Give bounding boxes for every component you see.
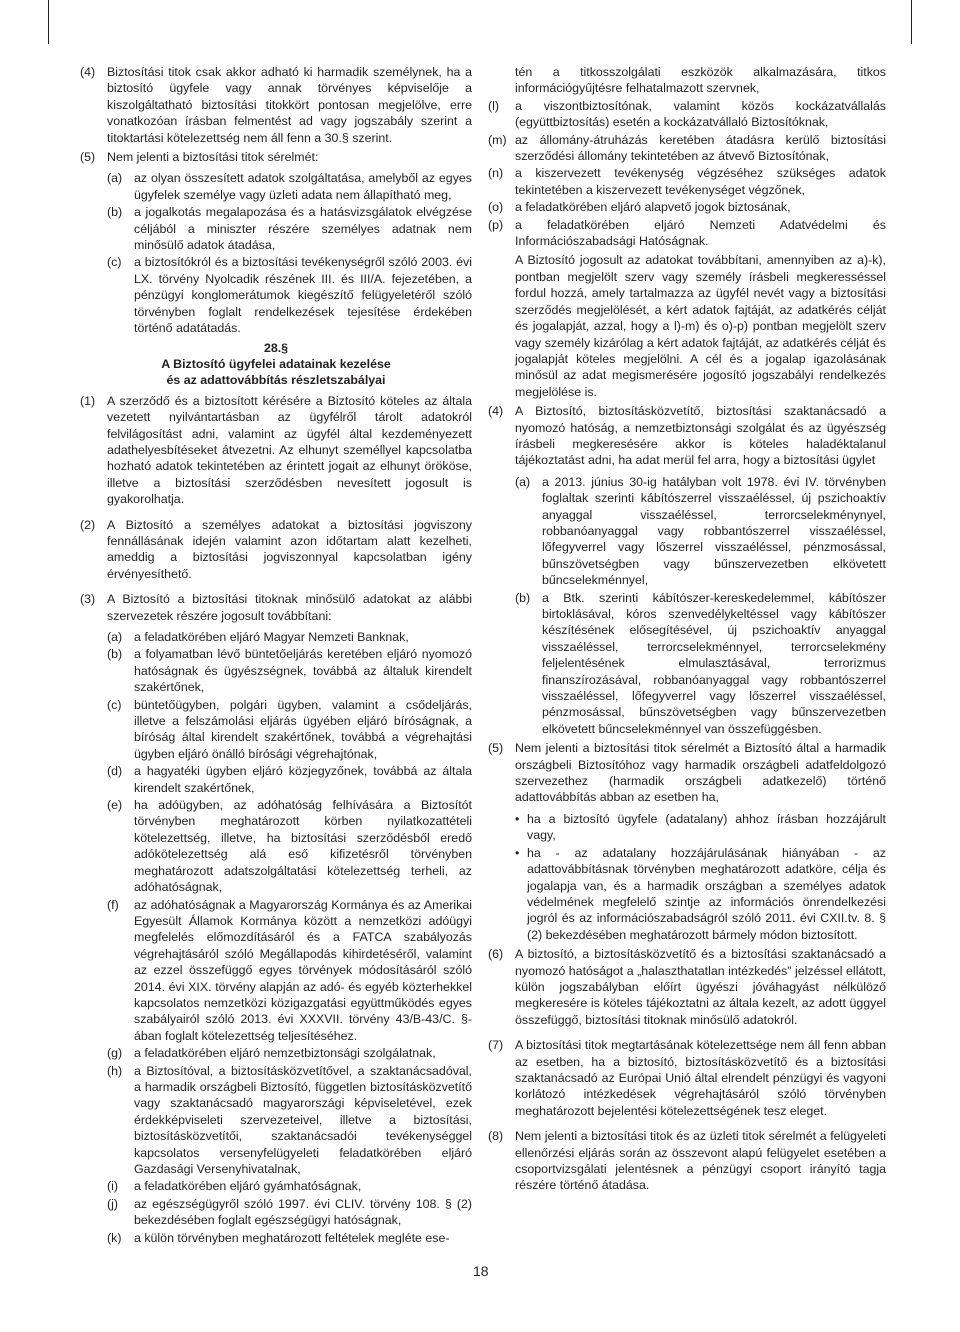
- list-item: [107, 204, 472, 253]
- item-label: (d): [107, 764, 123, 779]
- left-column: [80, 64, 472, 1249]
- paragraph-intro: A Biztosító, biztosításközvetítő, biztosítási szaktanácsadó a nyomozó hatóság, a nemzetbiztonsági szolgálat és az ügyészség írásbeli megkeresésére akkor is köteles haladéktalanul tájékoztatást adni, ha adat merül fel arra, hogy a biztosítási ügylet: [515, 404, 886, 468]
- list-item: [107, 170, 472, 203]
- paragraph-text: Biztosítási titok csak akkor adható ki harmadik személynek, ha a biztosító ügyfele vagy annak törvényes képviselője a kiszolgáltatható biztosítási titokkört pontosan megjelölve, erre vonatkozóan írásban felmentést ad vagy jogszabály szerint a titoktartási kötelezettség nem áll fenn a 30.§ szerint.: [107, 65, 472, 145]
- item-label: (f): [107, 897, 119, 912]
- bullet-text: ha a biztosító ügyfele (adatalany) ahhoz írásban hozzájárult vagy,: [527, 811, 886, 843]
- item-text: a Btk. szerinti kábítószer-kereskedelemmel, kábítószer birtoklásával, kóros szenvedélykeltéssel vagy kábítószer készítésének elősegítésével, új pszichoaktív anyaggal visszaéléssel, terrorcselekménnyel, terrorcselekmény feljelentésének elmulasztásával, terrorizmus finanszírozásával, robbanóanyaggal vagy robbantószerrel visszaéléssel, lőfegyverrel vagy lőszerrel visszaéléssel, pénzmosással, bűnszövetségben vagy bűnszervezetben elkövetett bűncselekménnyel van összefüggésben.: [542, 590, 886, 736]
- paragraph-3: [80, 591, 472, 1246]
- paragraph-number: (3): [80, 592, 96, 607]
- item-text: a feladatkörében eljáró alapvető jogok biztosának,: [515, 200, 791, 215]
- paragraph-4: [488, 403, 886, 737]
- bullet-item: [515, 811, 886, 844]
- paragraph-number: (2): [80, 517, 96, 532]
- item-list: [515, 474, 886, 738]
- bullet-icon: •: [515, 845, 520, 860]
- bullet-text: ha - az adatalany hozzájárulásának hiányában - az adattovábbításnak törvényben meghatározott adatköre, célja és jogalapja van, és a harmadik országban a személyes adatok védelmének megfelelő szintje az információs önrendelkezési jogról és az információszabadságról szóló 2011. évi CXII.tv. 8. § (2) bekezdésében meghatározott bármely módon biztosított.: [527, 845, 886, 942]
- item-label: (c): [107, 697, 122, 712]
- paragraph-text: Nem jelenti a biztosítási titok és az üzleti titok sérelmét a felügyeleti ellenőrzési eljárás során az összevont alapú felügyelet esetében a csoportvizsgálati jelentésnek a pénzügyi csoport irányító tagja részére történő átadása.: [515, 1129, 886, 1193]
- crop-mark-left: [48, 0, 49, 44]
- item-label: (e): [107, 798, 123, 813]
- paragraph-number: (8): [488, 1129, 504, 1144]
- list-item: [107, 1063, 472, 1178]
- paragraph-4: [80, 64, 472, 146]
- item-label: (k): [107, 1230, 122, 1245]
- item-text: a feladatkörében eljáró Nemzeti Adatvédelmi és Információszabadsági Hatóságnak.: [515, 217, 886, 249]
- item-label: (b): [107, 205, 123, 220]
- paragraph-5: [80, 149, 472, 336]
- item-text: a jogalkotás megalapozása és a hatásvizsgálatok elvégzése céljából a miniszter részére személyes adatnak nem minősülő adatok átadása,: [134, 205, 472, 253]
- item-text: a 2013. június 30-ig hatályban volt 1978. évi IV. törvényben foglaltak szerinti kábítószerrel visszaéléssel, új pszichoaktív anyaggal visszaéléssel, terrorcselekménynyel, robbanóanyaggal vagy robbantószerrel visszaéléssel, lőfegyverrel vagy lőszerrel visszaéléssel, pénzmosással, bűnszövetségben vagy bűnszervezetben elkövetett bűncselekménnyel,: [542, 474, 886, 588]
- crop-mark-right: [911, 0, 912, 44]
- paragraph-6: [488, 946, 886, 1028]
- item-label: (o): [488, 200, 504, 215]
- paragraph-5: [488, 740, 886, 943]
- list-item: [488, 132, 886, 165]
- item-label: (l): [488, 98, 500, 113]
- item-text: az adóhatóságnak a Magyarország Kormánya és az Amerikai Egyesült Államok Kormánya között a nemzetközi adóügyi megfelelés előmozdításáról és a FATCA szabályozás végrehajtásáról szóló Megállapodás kihirdetéséről, valamint az ezzel összefüggő egyes törvények módosításáról szóló 2014. évi XIX. törvény alapján az adó- és egyéb közterhekkel kapcsolatos nemzetközi közigazgatási együttműködés egyes szabályairól szóló 2013. évi XXXVII. törvény 43/B-43/C. §-ában foglalt kötelezettség teljesítéséhez.: [134, 897, 472, 1043]
- paragraph-number: (4): [80, 65, 96, 79]
- item-label: (m): [488, 132, 507, 147]
- paragraph-7: [488, 1037, 886, 1119]
- paragraph-intro: Nem jelenti a biztosítási titok sérelmét:: [107, 150, 319, 165]
- item-text: a hagyatéki ügyben eljáró közjegyzőnek, továbbá az általa kirendelt szakértőnek,: [134, 764, 472, 795]
- list-item: [107, 797, 472, 895]
- item-text: a kiszervezett tevékenység végzéséhez szükséges adatok tekintetében a kiszervezett tevékenységet végzőnek,: [515, 166, 886, 197]
- item-text: ha adóügyben, az adóhatóság felhívására a Biztosítót törvényben meghatározott körben nyilatkozattételi kötelezettség, illetve, ha biztosítási szerződésből eredő adókötelezettség alá eső kifizetésről törvényben meghatározott adatszolgáltatási kötelezettség terheli, az adóhatóságnak,: [134, 798, 472, 895]
- list-item: [107, 1178, 472, 1194]
- list-item: [107, 254, 472, 336]
- list-item: [515, 590, 886, 738]
- item-label: (c): [107, 255, 122, 270]
- item-label: (n): [488, 166, 504, 181]
- paragraph-1: [80, 393, 472, 508]
- item-label: (h): [107, 1063, 123, 1078]
- item-text: a Biztosítóval, a biztosításközvetítővel, a szaktanácsadóval, a harmadik országbeli Biztosító, független biztosításközvetítő vagy szaktanácsadó magyarországi képviseletével, ezek érdekképviseleti szervezeteivel, illetve a biztosítási, biztosításközvetítői, szaktanácsadói tevékenységgel kapcsolatos versenyfelügyeleti feladatkörében eljáró Gazdasági Versenyhivatalnak,: [134, 1063, 472, 1176]
- paragraph-8: [488, 1128, 886, 1194]
- item-text: a feladatkörében eljáró nemzetbiztonsági szolgálatnak,: [134, 1046, 436, 1061]
- closing-text: A Biztosító jogosult az adatokat továbbítani, amennyiben az a)-k), pontban megjelölt szerv vagy személy írásbeli megkeresséssel fordul hozzá, amely tartalmazza az ügyfél nevét vagy a biztosítási szerződés megjelölését, a kért adatok fajtáját, az adatkérés célját és jogalapját, azzal, hogy a l)-m) és o)-p) pontban megjelölt szerv vagy személy kizárólag a kért adatok fajtáját, az adatkérés célját és jogalapját köteles megjelölni. A cél és a jogalap igazolásának minősül az adat megismerésére jogosító jogszabályi rendelkezés megjelölése is.: [515, 253, 886, 399]
- paragraph-number: (6): [488, 947, 504, 962]
- list-item: [107, 1230, 472, 1246]
- item-label: (j): [107, 1196, 119, 1211]
- item-list: [107, 170, 472, 336]
- item-label: (b): [515, 590, 531, 605]
- list-item: [107, 897, 472, 1045]
- item-label: (b): [107, 647, 123, 662]
- section-title-line-1: A Biztosító ügyfelei adatainak kezelése: [161, 356, 391, 371]
- item-list: [107, 629, 472, 1246]
- paragraph-number: (5): [80, 150, 96, 165]
- list-item: [107, 697, 472, 763]
- item-text: a feladatkörében eljáró gyámhatóságnak,: [134, 1179, 362, 1194]
- right-column: [488, 64, 886, 1197]
- item-text: a biztosítókról és a biztosítási tevékenységről szóló 2003. évi LX. törvény Nyolcadik részének III. és III/A. fejezetében, a pénzügyi konglomerátumok kiegészítő felügyeletéről szóló törvényben foglalt rendelkezések tejesítése érdekében történő adatátadás.: [134, 255, 472, 336]
- paragraph-intro: Nem jelenti a biztosítási titok sérelmét a Biztosító által a harmadik országbeli Biztosítóhoz vagy harmadik országbeli adatfeldolgozó szervezethez (harmadik országbeli adatkezelő) történő adattovábbítás abban az esetben ha,: [515, 741, 886, 805]
- item-text: az egészségügyről szóló 1997. évi CLIV. törvény 108. § (2) bekezdésében foglalt egészségügyi hatóságnak,: [134, 1196, 472, 1228]
- list-item: [107, 1045, 472, 1061]
- item-text: a feladatkörében eljáró Magyar Nemzeti Banknak,: [134, 630, 409, 644]
- paragraph-text: A szerződő és a biztosított kérésére a Biztosító köteles az általa vezetett nyilvántartásban az ügyfélről tárolt adatokról felvilágosítást adni, valamint az ügyfél által kezdeményezett adathelyesbítéseket átvezetni. Az elhunyt személlyel kapcsolatba hozható adatok tekintetében az érintett jogait az elhunyt örököse, illetve a biztosítási szerződésben nevesített jogosult is gyakorolhatja.: [107, 393, 472, 507]
- paragraph-number: (7): [488, 1038, 504, 1053]
- list-item: [515, 474, 886, 589]
- list-item: [488, 98, 886, 131]
- list-item: [488, 217, 886, 250]
- item-text: a folyamatban lévő büntetőeljárás keretében eljáró nyomozó hatóságnak és ügyészségnek, továbbá az általuk kirendelt szakértőnek,: [134, 647, 472, 695]
- item-label: (g): [107, 1046, 123, 1061]
- item-label: (a): [515, 474, 531, 489]
- item-text: a külön törvényben meghatározott feltételek megléte ese-: [134, 1230, 450, 1245]
- page-number: 18: [473, 1263, 489, 1279]
- item-label: (a): [107, 171, 123, 186]
- list-item: [107, 646, 472, 695]
- list-item: [488, 165, 886, 198]
- paragraph-text: A Biztosító a személyes adatokat a biztosítási jogviszony fennállásának idején valamint azon időtartam alatt kezelheti, ameddig a biztosítási jogviszonnyal kapcsolatban igény érvényesíthető.: [107, 517, 472, 581]
- paragraph-2: [80, 517, 472, 583]
- paragraph-number: (1): [80, 393, 96, 408]
- bullet-icon: •: [515, 811, 520, 826]
- section-number: 28.§: [263, 340, 289, 355]
- closing-paragraph: [488, 252, 886, 400]
- item-text: büntetőügyben, polgári ügyben, valamint a csődeljárás, illetve a felszámolási eljárás ügyében eljáró bíróságnak, a bíróság által kirendelt szakértőnek, továbbá a végrehajtási ügyben eljáró önálló bírósági végrehajtónak,: [134, 697, 472, 761]
- list-item: [107, 629, 472, 645]
- paragraph-text: A biztosító, a biztosításközvetítő és a biztosítási szaktanácsadó a nyomozó hatóságot a „halaszthatatlan intézkedés” jelzéssel ellátott, külön jogszabályban előírt ügyészi jóváhagyást nélkülöző megkeresére is köteles tájékoztatni az általa kezelt, az adott üggyel összefüggő, biztosítási titoknak minősülő adatokról.: [515, 947, 886, 1027]
- bullet-item: [515, 845, 886, 943]
- paragraph-number: (4): [488, 404, 504, 419]
- section-heading: [80, 340, 472, 389]
- item-text: tén a titkosszolgálati eszközök alkalmazására, titkos információgyűjtésre felhatalmazott szervnek,: [515, 65, 886, 96]
- item-label: (a): [107, 630, 123, 644]
- item-label: (i): [107, 1179, 119, 1194]
- item-text: az olyan összesített adatok szolgáltatása, amelyből az egyes ügyfelek személye vagy üzleti adata nem állapítható meg,: [134, 171, 472, 202]
- list-item: [107, 763, 472, 796]
- section-title-line-2: és az adattovábbítás részletszabályai: [166, 373, 386, 388]
- paragraph-intro: A Biztosító a biztosítási titoknak minősülő adatokat az alábbi szervezetek részére jogosult továbbítani:: [107, 592, 472, 623]
- list-item: [488, 199, 886, 215]
- bullet-list: [515, 811, 886, 943]
- paragraph-number: (5): [488, 741, 504, 756]
- item-text: az állomány-átruházás keretében átadásra kerülő biztosítási szerződési állomány tekintetében az átvevő Biztosítónak,: [515, 132, 886, 164]
- list-item-continuation: [488, 64, 886, 97]
- paragraph-text: A biztosítási titok megtartásának kötelezettsége nem áll fenn abban az esetben, ha a biztosító, biztosításközvetítő és a biztosítási szaktanácsadó az Európai Unió által elrendelt pénzügyi és vagyoni korlátozó intézkedések végrehajtásáról szóló törvényben meghatározott bejelentési kötelezettségének tesz eleget.: [515, 1038, 886, 1118]
- list-item: [107, 1196, 472, 1229]
- item-text: a viszontbiztosítónak, valamint közös kockázatvállalás (együttbiztosítás) esetén a kockázatvállaló Biztosítóknak,: [515, 98, 886, 130]
- item-label: (p): [488, 217, 504, 232]
